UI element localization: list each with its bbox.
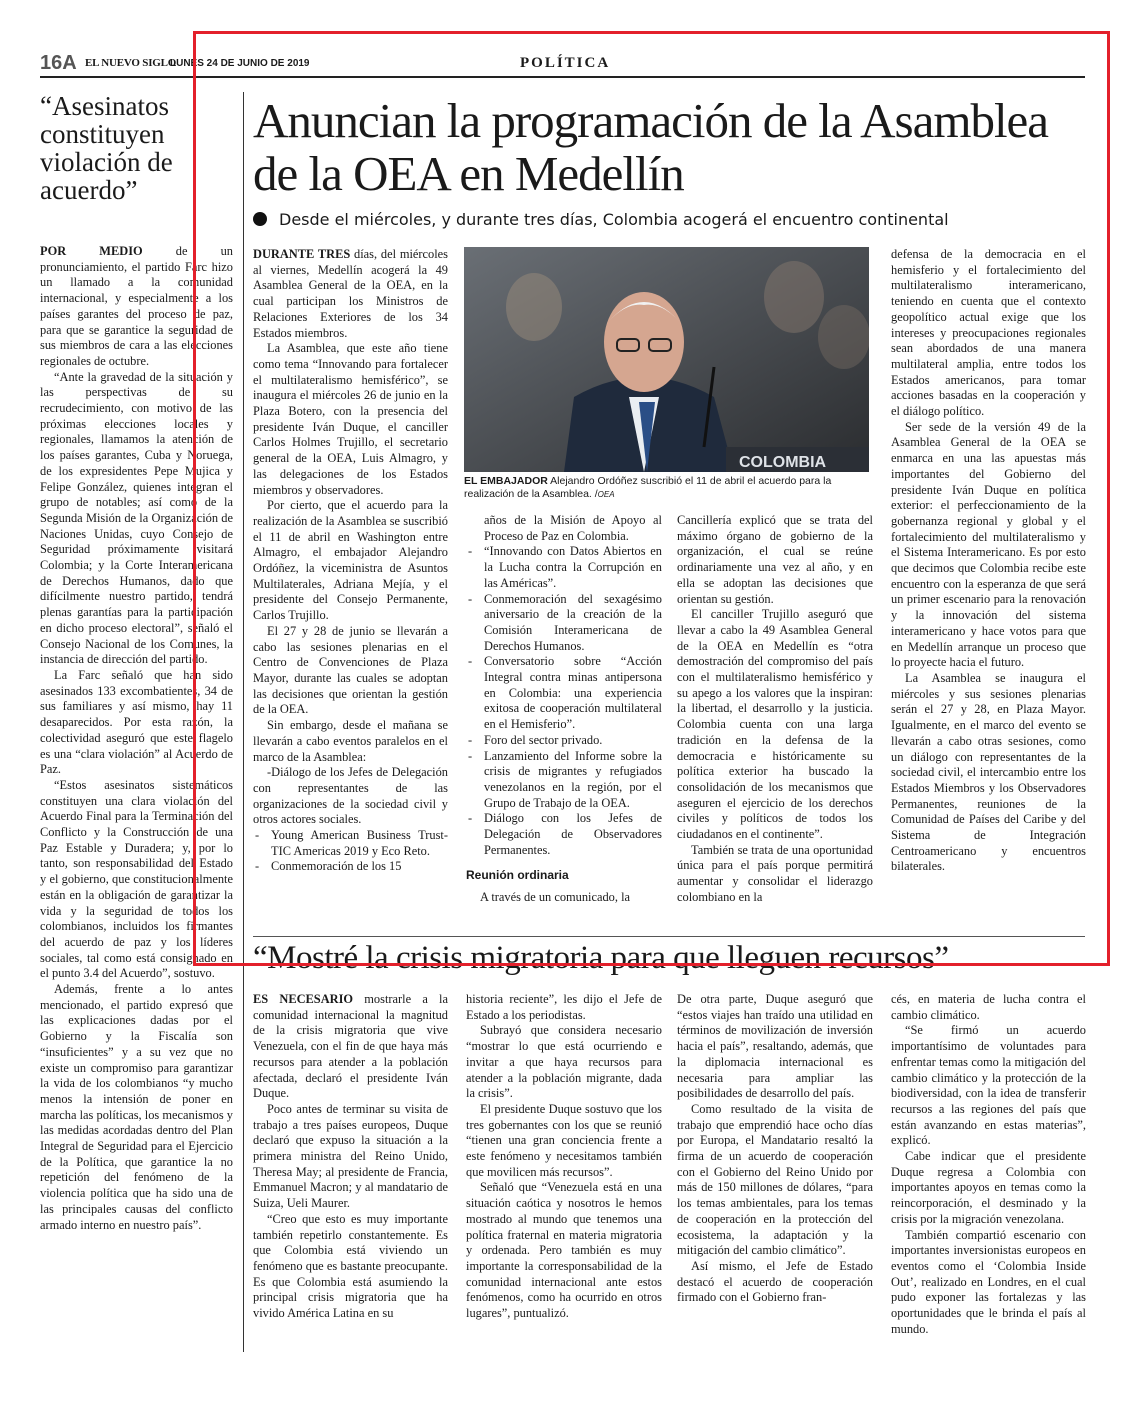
- second-paragraph: El presidente Duque sostuvo que los tres gobernantes con los que se reunió “tienen una gran conciencia frente a este fenómeno y necesitamos también que movilicen más recursos”.: [466, 1101, 662, 1179]
- second-column-1: [253, 992, 448, 1322]
- main-lead: DURANTE TRES: [253, 247, 351, 261]
- bullet-icon: [253, 212, 267, 226]
- event-item: - Lanzamiento del Informe sobre la crisis de migrantes y refugiados venezolanos en la región, por el Grupo de Trabajo de la OEA.: [466, 749, 662, 812]
- main-paragraph: También se trata de una oportunidad única para el país porque permitirá aumentar y consolidar el liderazgo colombiano en la: [677, 842, 873, 904]
- photo-credit: OEA: [597, 490, 615, 499]
- event-item: - Conversatorio sobre “Acción Integral contra minas antipersona en Colombia: una experiencia exitosa de cooperación multilateral en el Hemisferio”.: [466, 654, 662, 733]
- photo-caption: EL EMBAJADOR Alejandro Ordóñez suscribió el 11 de abril el acuerdo para la realización de la Asamblea. /OEA: [464, 475, 832, 500]
- main-subhead: Desde el miércoles, y durante tres días, Colombia acogerá el encuentro continental: [253, 210, 1093, 229]
- second-paragraph: “Se firmó un acuerdo importantísimo de voluntades para enfrentar temas como la mitigación del cambio climático y la protección de la biodiversidad, con la idea de transferir recursos a las regiones del país que están avanzando en estas materias”, explicó.: [891, 1023, 1086, 1148]
- second-column-2: [466, 992, 662, 1322]
- second-lead: ES NECESARIO: [253, 992, 354, 1006]
- second-paragraph: Poco antes de terminar su visita de trabajo a tres países europeos, Duque declaró que expuso la situación a la primera ministra del Reino Unido, Theresa May; al presidente de Francia, Emmanuel Macron; y al mandatario de Suiza, Ueli Maurer.: [253, 1101, 448, 1211]
- main-paragraph: Ser sede de la versión 49 de la Asamblea General de la OEA se enmarca en una las apuestas más importantes del Gobierno del presidente Iván Duque en política exterior: el perfeccionamiento de la gobernanza regional y global y el fortalecimiento del multilateralismo y el Sistema Interamericano. Es por esto que decimos que Colombia recibe este encuentro con la esperanza de que será un primer escenario para la renovación y la innovación del sistema interamericano y hace votos para que en Medellín arranque un proceso que lo proyecte hacia el futuro.: [891, 419, 1086, 670]
- caption-label: EL EMBAJADOR: [464, 475, 548, 487]
- second-paragraph: “Creo que esto es muy importante también repetirlo constantemente. Es que Colombia está viviendo un fenómeno que es bastante preocupante. Es que Colombia está asumiendo la principal crisis migratoria que ha vivido América Latina en su: [253, 1211, 448, 1321]
- side-story-body: [40, 244, 233, 1233]
- second-headline: “Mostré la crisis migratoria para que lleguen recursos”: [253, 940, 949, 976]
- nameplate-text: COLOMBIA: [739, 454, 827, 471]
- second-column-3: [677, 992, 873, 1306]
- issue-date: LUNES 24 DE JUNIO DE 2019: [170, 58, 310, 69]
- photo-ambassador: [464, 247, 869, 472]
- second-paragraph: También compartió escenario con importantes inversionistas europeos en eventos como el ‘Colombia Inside Out’, realizado en Londres, en el cual pudo exponer las fortalezas y las oportunidades que le brinda el país al mundo.: [891, 1227, 1086, 1336]
- second-paragraph: De otra parte, Duque aseguró que “estos viajes han traído una utilidad en términos de movilización de inversión hacia el país”, resaltando, además, que la diplomacia internacional es necesaria para ampliar las posibilidades de desarrollo del país.: [677, 992, 873, 1101]
- event-item: - Foro del sector privado.: [466, 733, 662, 749]
- main-paragraph: El canciller Trujillo aseguró que llevar a cabo la 49 Asamblea General de la OEA en Medellín es “otra demostración del compromiso del país con el multilateralismo hemisférico y su apego a los valores que la inspiran: la libertad, el desarrollo y la justicia. Colombia cuenta con una larga tradición en la defensa de la democracia e históricamente su política exterior ha buscado la consolidación de los mecanismos que aseguren el ejercicio de los derechos civiles y políticos de todos los ciudadanos en el continente”.: [677, 607, 873, 842]
- section-title: POLÍTICA: [520, 55, 611, 71]
- second-paragraph: ES NECESARIO mostrarle a la comunidad internacional la magnitud de la crisis migratoria que vive Venezuela, con el fin de que haya más recursos para atender a la población afectada, declaró el presidente Iván Duque.: [253, 992, 448, 1101]
- main-paragraph: La Asamblea, que este año tiene como tema “Innovando para fortalecer el multilateralismo hemisférico”, se inaugura el miércoles 26 de junio en la Plaza Botero, con la presencia del presidente Iván Duque, el canciller Carlos Holmes Trujillo, el secretario general de la OEA, Luis Almagro, y las delegaciones de los Estados miembros y observadores.: [253, 341, 448, 497]
- second-paragraph: cés, en materia de lucha contra el cambio climático.: [891, 992, 1086, 1022]
- event-list: [253, 828, 448, 875]
- second-paragraph: Cabe indicar que el presidente Duque regresa a Colombia con importantes apoyos en temas como la reincorporación, el desminado y la crisis por la migración venezolana.: [891, 1149, 1086, 1226]
- event-item: - Conmemoración de los 15: [253, 859, 448, 875]
- main-headline: Anuncian la programación de la Asamblea de la OEA en Medellín: [253, 93, 1049, 201]
- main-paragraph: A través de un comunicado, la: [480, 890, 631, 905]
- main-paragraph: El 27 y 28 de junio se llevarán a cabo las sesiones plenarias en el Centro de Convenciones de Plaza Mayor, durante las cuales se adoptan las decisiones que orientan la gestión de la OEA.: [253, 623, 448, 717]
- side-story-headline: “Asesinatos constituyen violación de acuerdo”: [40, 91, 173, 205]
- side-lead: POR MEDIO: [40, 244, 143, 258]
- newspaper-name: EL NUEVO SIGLO: [85, 57, 177, 69]
- column-divider: [243, 92, 244, 1352]
- main-paragraph: Cancillería explicó que se trata del máximo órgano de gobierno de la organización, el cual se reúne ordinariamente una vez al año, y en ella se adoptan las decisiones que orientan su gestión.: [677, 513, 873, 606]
- main-column-1: [253, 247, 448, 875]
- photo-illustration: [464, 247, 869, 472]
- main-paragraph: DURANTE TRES días, del miércoles al viernes, Medellín acogerá la 49 Asamblea General de la OEA, en la cual participan los Ministros de Relaciones Exteriores de los 34 Estados miembros.: [253, 247, 448, 340]
- main-paragraph: años de la Misión de Apoyo al Proceso de Paz en Colombia.: [484, 513, 662, 543]
- side-paragraph: POR MEDIO de un pronunciamiento, el partido Farc hizo un llamado a la comunidad internacional, y especialmente a los países garantes del proceso de paz, para que se garantice la seguridad de sus miembros de cara a las elecciones regionales de octubre.: [40, 244, 233, 368]
- main-paragraph: Por cierto, que el acuerdo para la realización de la Asamblea se suscribió el 11 de abril en Washington entre Almagro, el embajador Alejandro Ordóñez, la viceministra de Asuntos Multilaterales, Adriana Mejía, y el presidente del Consejo Permanente, Carlos Trujillo.: [253, 498, 448, 623]
- section-subtitle: Reunión ordinaria: [466, 868, 569, 883]
- side-paragraph: La Farc señaló que han sido asesinados 133 excombatientes, 34 de sus familiares y así mismo, hay 11 desaparecidos. Por esta razón, la colectividad aseguró que este flagelo es una “clara violación” al Acuerdo de Paz.: [40, 667, 233, 777]
- side-paragraph: “Estos asesinatos sistemáticos constituyen una clara violación del Acuerdo Final para la Terminación del Conflicto y la Construcción de una Paz Estable y Duradera; y, por lo tanto, son responsabilidad del Estado y el gobierno, que constitucionalmente están en la obligación de garantizar la vida y la seguridad de todos los colombianos, incluidos los firmantes del acuerdo de paz y los líderes sociales, tal como está consignado en el punto 3.4 del Acuerdo”, sostuvo.: [40, 777, 233, 981]
- second-paragraph: Así mismo, el Jefe de Estado destacó el acuerdo de cooperación firmado con el Gobierno fran-: [677, 1258, 873, 1305]
- second-column-4: [891, 992, 1086, 1337]
- main-paragraph: -Diálogo de los Jefes de Delegación con representantes de las organizaciones de la sociedad civil y otros actores sociales.: [253, 765, 448, 827]
- side-paragraph: Además, frente a lo antes mencionado, el partido expresó que las explicaciones dadas por el Gobierno y la Fiscalía son “insuficientes” y a su vez que no existe un compromiso para garantizar la vida de los colombianos “y mucho menos la intensión de poner en marcha las políticas, los mecanismos y las medidas acordadas dentro del Plan Integral de Seguridad para el Ejercicio de la Política, que garantice la no repetición del fenómeno de la violencia política que ha sido una de las principales causas del conflicto armado interno en nuestro país”.: [40, 982, 233, 1232]
- main-column-4: [891, 247, 1086, 875]
- second-paragraph: Subrayó que considera necesario “mostrar lo que está ocurriendo e invitar a que haya recursos para atender a la población migrante, dada la crisis”.: [466, 1023, 662, 1101]
- main-paragraph: defensa de la democracia en el hemisferio y el fortalecimiento del multilateralismo interamericano, teniendo en cuenta que el contexto geopolítico actual exige que los intereses y preocupaciones regionales sean abordados de una manera multilateral amplia, entre todos los Estados americanos, para tomar acciones basadas en la cooperación y el diálogo político.: [891, 247, 1086, 419]
- main-paragraph: La Asamblea se inaugura el miércoles y sus sesiones plenarias serán el 27 y 28, en Plaza Mayor. Igualmente, en el marco del evento se llevarán a cabo otras sesiones, como un diálogo con representantes de la sociedad civil, el intercambio entre los Estados Miembros y los Observadores Permanentes, reuniones de la Comunidad de Países del Caribe y del Sistema de Integración Centroamericano y encuentros bilaterales.: [891, 670, 1086, 874]
- event-item: - “Innovando con Datos Abiertos en la Lucha contra la Corrupción en las Américas”.: [466, 544, 662, 591]
- event-item: - Conmemoración del sexagésimo aniversario de la creación de la Comisión Interamericana de Derechos Humanos.: [466, 592, 662, 655]
- second-paragraph: historia reciente”, les dijo el Jefe de Estado a los periodistas.: [466, 992, 662, 1022]
- event-item: - Young American Business Trust-TIC Americas 2019 y Eco Reto.: [253, 828, 448, 859]
- main-paragraph: Sin embargo, desde el mañana se llevarán a cabo eventos paralelos en el marco de la Asamblea:: [253, 718, 448, 764]
- main-column-2: [466, 513, 662, 906]
- event-list: [466, 544, 662, 858]
- page-number: 16A: [40, 52, 77, 74]
- story-divider: [253, 936, 1085, 937]
- main-column-3: [677, 513, 873, 906]
- second-paragraph: Como resultado de la visita de trabajo que emprendió hace ocho días por Europa, el Mandatario resaltó la firma de un acuerdo de cooperación con el Gobierno del Reino Unido por más de 150 millones de dólares, “para los temas ambientales, para los temas de cooperación en la protección del ecosistema, la adaptación y la mitigación del cambio climático”.: [677, 1101, 873, 1258]
- second-paragraph: Señaló que “Venezuela está en una situación caótica y nosotros le hemos mostrado al mundo que tenemos una política fraternal en materia migratoria y ordenada. Pero también es muy importante la corresponsabilidad de la comunidad internacional ante estos fenómenos, como ha ocurrido en otros lugares”, puntualizó.: [466, 1180, 662, 1321]
- header-rule: [40, 76, 1085, 78]
- event-item: - Diálogo con los Jefes de Delegación de Observadores Permanentes.: [466, 811, 662, 858]
- side-paragraph: “Ante la gravedad de la situación y las perspectivas de su recrudecimiento, con motivo de las próximas elecciones locales y regionales, llamamos la atención de los países garantes, Cuba y Noruega, de los expresidentes Pepe Mujica y Felipe González, quienes integran el grupo de notables; así como de la Segunda Misión de la Organización de Naciones Unidas, cuyo Consejo de Seguridad próximamente visitará Colombia; y la Corte Interamericana de Derechos Humanos, dado que difícilmente nuestro partido, tendrá plenas garantías para la participación en dicho proceso electoral”, señaló el Consejo Nacional de los Comunes, la instancia de dirección del partido.: [40, 369, 233, 667]
